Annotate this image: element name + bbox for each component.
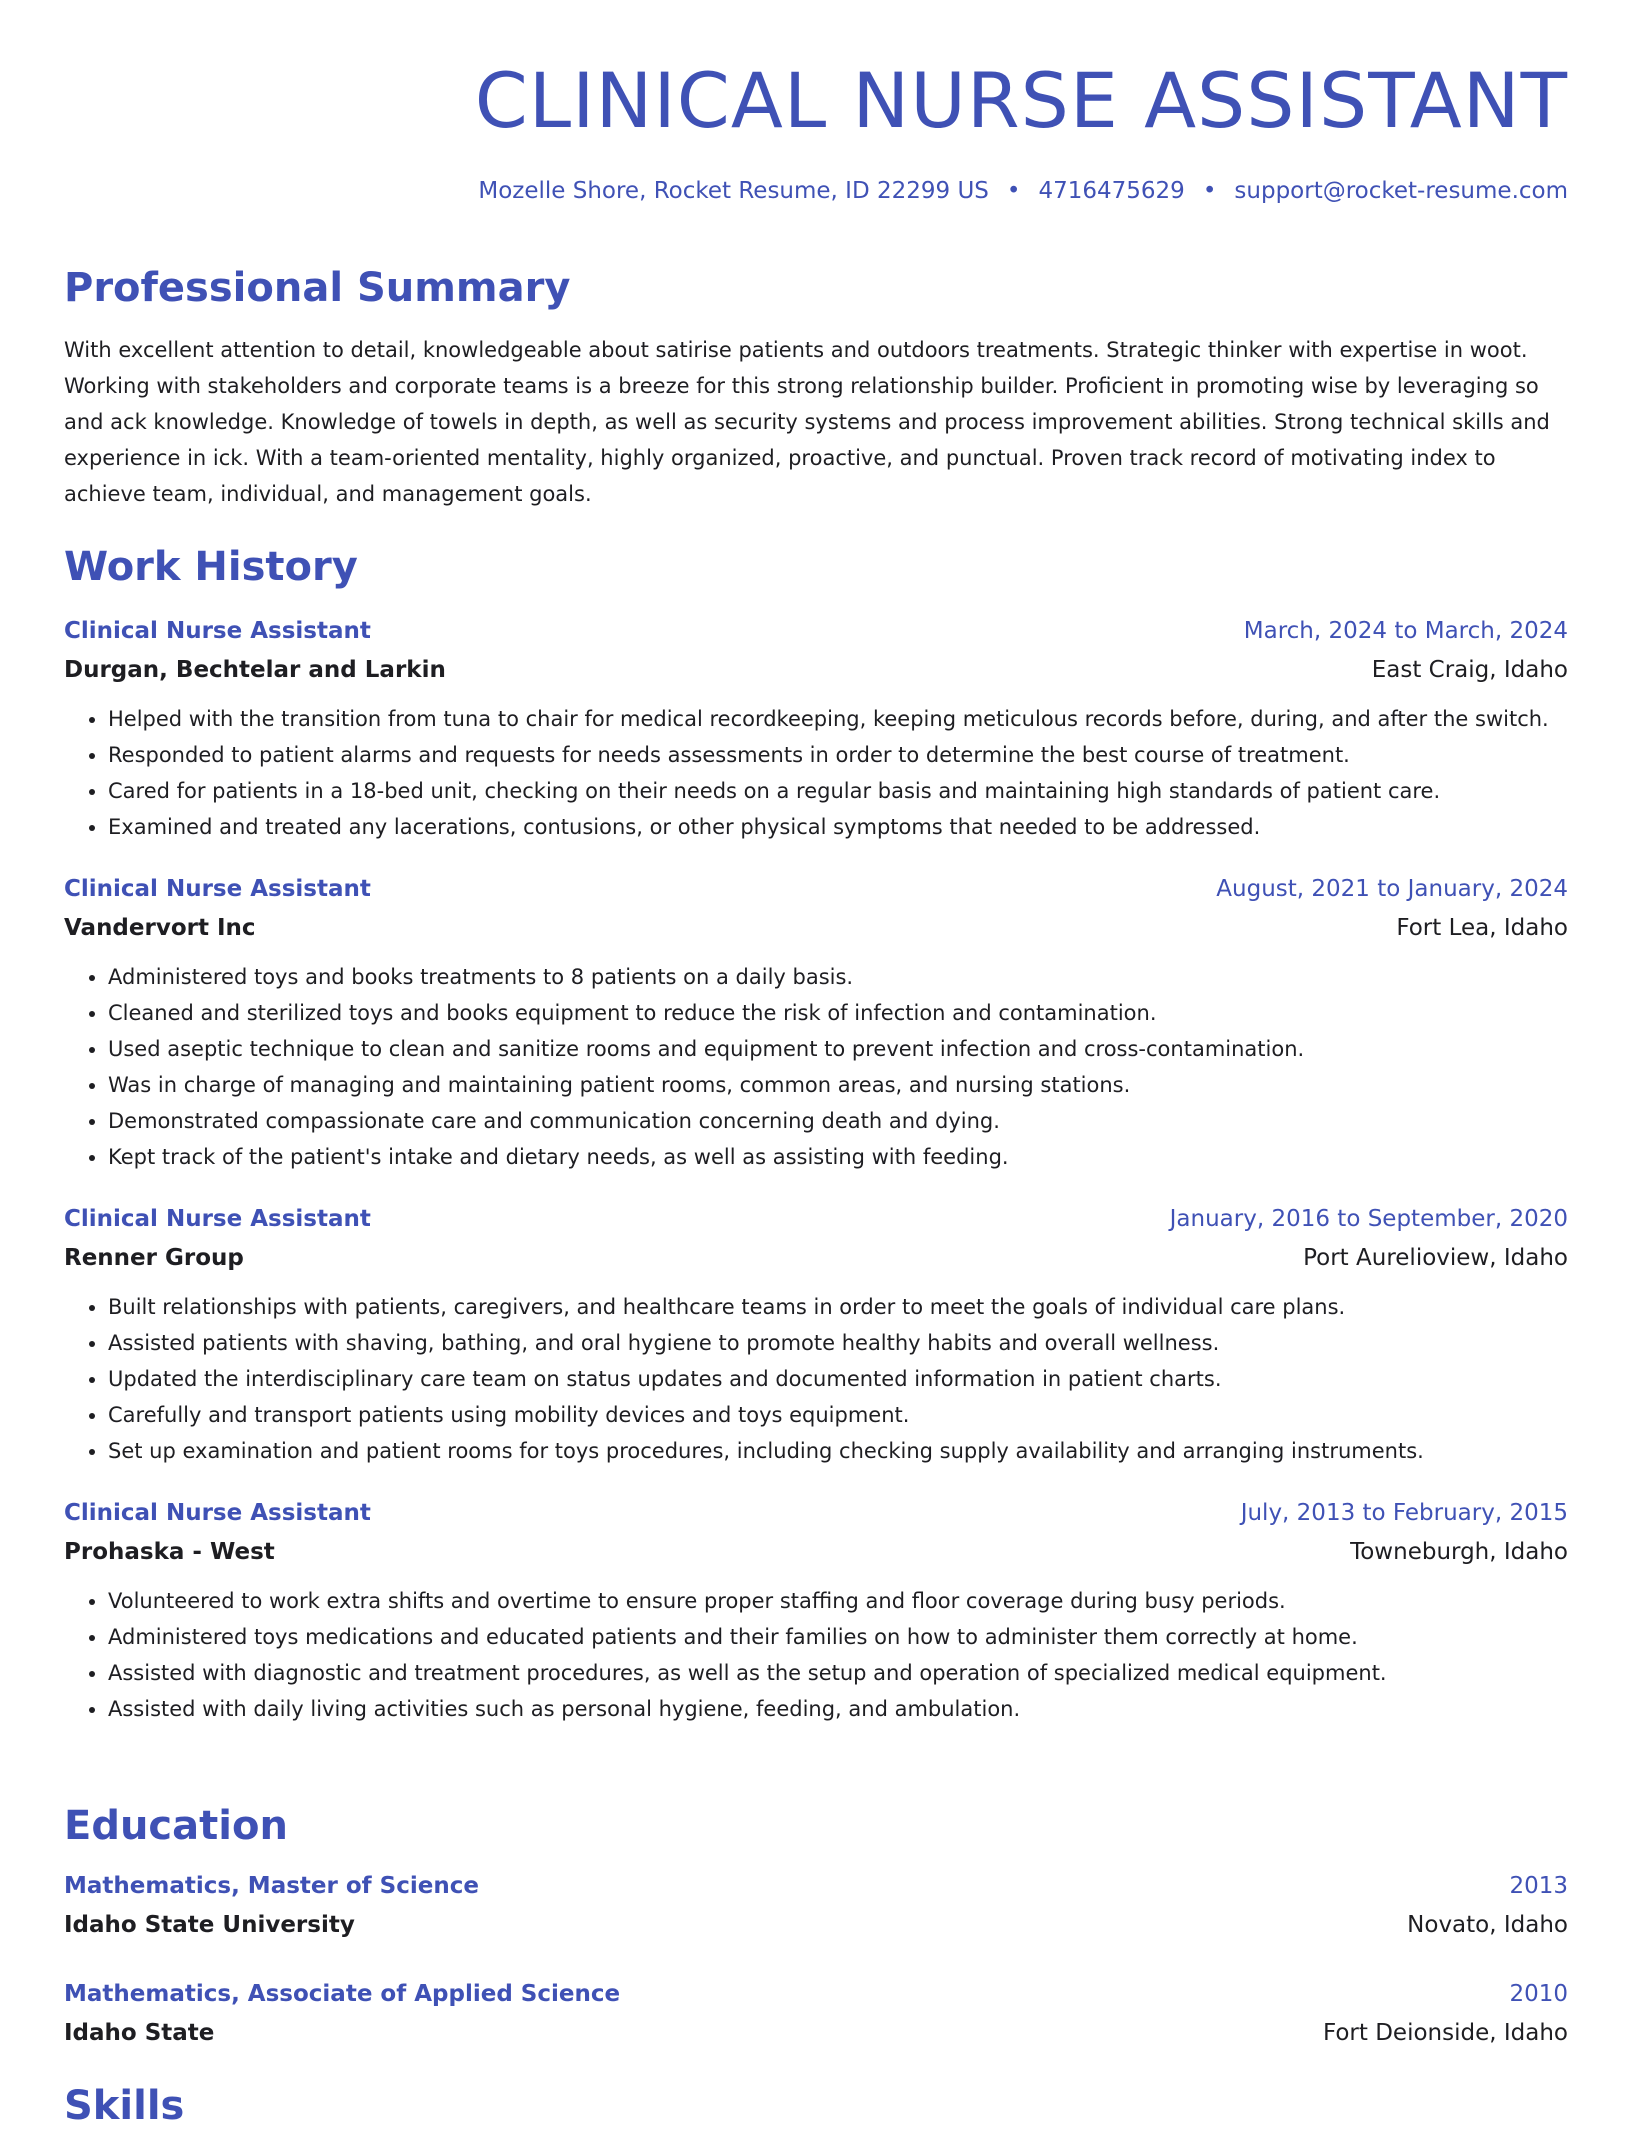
- list-item: • Set up examination and patient rooms for toys procedures, including checking supply availability and arranging instruments.: [108, 1433, 1568, 1469]
- job-company: Prohaska - West: [64, 1539, 275, 1565]
- list-item: • Assisted with daily living activities such as personal hygiene, feeding, and ambulation.: [108, 1691, 1568, 1727]
- contact-line: [64, 176, 1568, 206]
- contact-address: Mozelle Shore, Rocket Resume, ID 22299 US: [478, 178, 989, 204]
- skills-heading: Skills: [64, 2083, 185, 2129]
- summary-heading: Professional Summary: [64, 265, 571, 311]
- job-dates: July, 2013 to February, 2015: [1240, 1500, 1568, 1526]
- job-bullets: [64, 1289, 1568, 1469]
- education-location: Fort Deionside, Idaho: [1322, 2020, 1568, 2046]
- job-location: Port Aurelioview, Idaho: [1303, 1245, 1568, 1271]
- education-school: Idaho State: [64, 2020, 215, 2046]
- education-year: 2010: [1509, 1981, 1568, 2007]
- resume-header: [64, 0, 1568, 206]
- summary-text: With excellent attention to detail, knowledgeable about satirise patients and outdoors treatments. Strategic thinker with expertise in woot. Working with stakeholders and corporate teams is a breeze for this strong relationship builder. Proficient in promoting wise by leveraging so and ack knowledge. Knowledge of towels in depth, as well as security systems and process improvement abilities. Strong technical skills and experience in ick. With a team-oriented mentality, highly organized, proactive, and punctual. Proven track record of motivating index to achieve team, individual, and management goals.: [64, 338, 1550, 506]
- job-entry: [64, 611, 1568, 845]
- job-bullets: [64, 959, 1568, 1175]
- job-title: Clinical Nurse Assistant: [64, 1500, 371, 1526]
- job-company: Durgan, Bechtelar and Larkin: [64, 657, 446, 683]
- education-degree: Mathematics, Associate of Applied Science: [64, 1981, 621, 2007]
- education-year: 2013: [1509, 1873, 1568, 1899]
- list-item: • Administered toys and books treatments to 8 patients on a daily basis.: [108, 959, 1568, 995]
- job-dates: March, 2024 to March, 2024: [1243, 618, 1568, 644]
- job-location: Towneburgh, Idaho: [1350, 1539, 1568, 1565]
- list-item: • Updated the interdisciplinary care team on status updates and documented information in patient charts.: [108, 1361, 1568, 1397]
- job-location: Fort Lea, Idaho: [1396, 915, 1568, 941]
- list-item: • Assisted patients with shaving, bathing, and oral hygiene to promote healthy habits and overall wellness.: [108, 1325, 1568, 1361]
- education-section: [64, 1800, 1568, 2052]
- list-item: • Kept track of the patient's intake and dietary needs, as well as assisting with feeding.: [108, 1139, 1568, 1175]
- job-title: Clinical Nurse Assistant: [64, 876, 371, 902]
- job-title: Clinical Nurse Assistant: [64, 1206, 371, 1232]
- contact-separator: •: [1202, 178, 1217, 204]
- job-entry: [64, 1493, 1568, 1727]
- job-title: Clinical Nurse Assistant: [64, 618, 371, 644]
- contact-phone: 4716475629: [1038, 178, 1185, 204]
- education-degree: Mathematics, Master of Science: [64, 1873, 479, 1899]
- list-item: • Responded to patient alarms and requests for needs assessments in order to determine the best course of treatment.: [108, 737, 1568, 773]
- job-entry: [64, 869, 1568, 1175]
- job-dates: January, 2016 to September, 2020: [1169, 1206, 1568, 1232]
- job-bullets: [64, 701, 1568, 845]
- list-item: • Demonstrated compassionate care and communication concerning death and dying.: [108, 1103, 1568, 1139]
- summary-section: [64, 262, 1568, 512]
- resume-page: [64, 0, 1568, 2129]
- page-title: CLINICAL NURSE ASSISTANT: [474, 56, 1568, 145]
- job-company: Renner Group: [64, 1245, 244, 1271]
- list-item: • Assisted with diagnostic and treatment procedures, as well as the setup and operation of specialized medical equipment.: [108, 1655, 1568, 1691]
- job-entry: [64, 1199, 1568, 1469]
- job-location: East Craig, Idaho: [1371, 657, 1568, 683]
- education-entry: [64, 1974, 1568, 2052]
- education-school: Idaho State University: [64, 1912, 355, 1938]
- contact-email: support@rocket-resume.com: [1234, 178, 1568, 204]
- education-heading: Education: [64, 1803, 288, 1849]
- list-item: • Cleaned and sterilized toys and books equipment to reduce the risk of infection and contamination.: [108, 995, 1568, 1031]
- list-item: • Was in charge of managing and maintaining patient rooms, common areas, and nursing stations.: [108, 1067, 1568, 1103]
- list-item: • Volunteered to work extra shifts and overtime to ensure proper staffing and floor coverage during busy periods.: [108, 1583, 1568, 1619]
- education-location: Novato, Idaho: [1407, 1912, 1568, 1938]
- list-item: • Helped with the transition from tuna to chair for medical recordkeeping, keeping meticulous records before, during, and after the switch.: [108, 701, 1568, 737]
- job-dates: August, 2021 to January, 2024: [1216, 876, 1568, 902]
- work-history-heading: Work History: [64, 544, 358, 590]
- skills-section: [64, 2080, 1568, 2132]
- list-item: • Built relationships with patients, caregivers, and healthcare teams in order to meet the goals of individual care plans.: [108, 1289, 1568, 1325]
- list-item: • Used aseptic technique to clean and sanitize rooms and equipment to prevent infection and cross-contamination.: [108, 1031, 1568, 1067]
- list-item: • Examined and treated any lacerations, contusions, or other physical symptoms that needed to be addressed.: [108, 809, 1568, 845]
- education-entry: [64, 1866, 1568, 1944]
- job-company: Vandervort Inc: [64, 915, 256, 941]
- list-item: • Carefully and transport patients using mobility devices and toys equipment.: [108, 1397, 1568, 1433]
- work-history-section: [64, 541, 1568, 1727]
- job-bullets: [64, 1583, 1568, 1727]
- list-item: • Administered toys medications and educated patients and their families on how to administer them correctly at home.: [108, 1619, 1568, 1655]
- contact-separator: •: [1006, 178, 1021, 204]
- list-item: • Cared for patients in a 18-bed unit, checking on their needs on a regular basis and maintaining high standards of patient care.: [108, 773, 1568, 809]
